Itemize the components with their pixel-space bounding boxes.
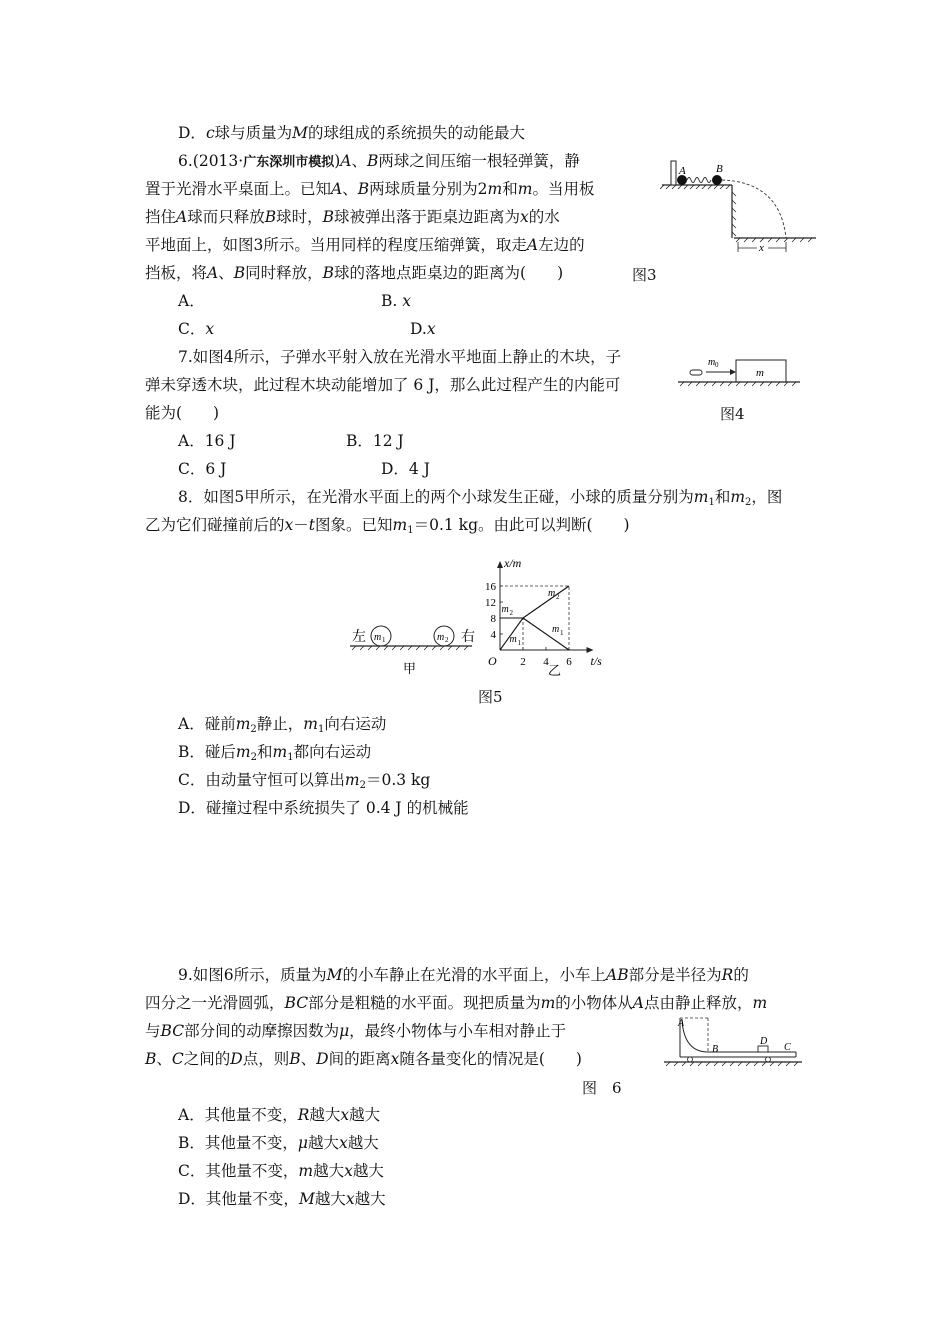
q9-stem-line-1: 9.如图6所示，质量为M的小车静止在光滑的水平面上，小车上AB部分是半径为R的: [178, 966, 749, 984]
label-a: A: [679, 165, 686, 177]
y-axis-label: x/m: [504, 556, 522, 570]
q6-stem-line-3: 挡住A球而只释放B球时，B球被弹出落于距桌边距离为x的水: [145, 208, 560, 226]
ball-m1-label: m: [374, 632, 382, 643]
figure-3-caption: 图3: [632, 266, 657, 284]
label-left: 左: [352, 630, 366, 645]
series-label: m: [552, 624, 560, 635]
y-tick-label: 8: [490, 613, 496, 625]
q7-option-b: B．12 J: [346, 432, 404, 450]
q7-stem-line-1: 7.如图4所示，子弹水平射入放在光滑水平地面上静止的木块，子: [178, 348, 622, 366]
q9-option-c: C．其他量不变，m越大x越大: [178, 1162, 384, 1180]
q7-stem-line-3: 能为( ): [145, 404, 220, 422]
q7-option-d: D．4 J: [381, 460, 430, 478]
series-label-sub: 1: [560, 629, 564, 637]
jia-caption: 甲: [403, 661, 417, 676]
figure-3-spring-table: [660, 158, 825, 258]
series-label-sub: 2: [556, 593, 560, 601]
series-label-sub: 2: [509, 609, 513, 617]
arrow: [730, 369, 736, 375]
figure-6-caption: 图 6: [582, 1079, 622, 1097]
q8-option-b: B．碰后$m_2$和$m_1$都向右运动: [178, 743, 372, 763]
label-m0-sub: 0: [715, 361, 719, 369]
q8-stem-line-1: 8．如图5甲所示，在光滑水平面上的两个小球发生正碰，小球的质量分别为$m_1$和$m_2$，图: [178, 488, 783, 508]
q7-stem-line-2: 弹未穿透木块，此过程木块动能增加了 6 J，那么此过程产生的内能可: [145, 376, 621, 394]
q7-option-a: A．16 J: [178, 432, 236, 450]
label-block-m: m: [756, 367, 764, 379]
q5-option-d: D．c球与质量为M的球组成的系统损失的动能最大: [178, 124, 526, 142]
series-label: m: [509, 634, 517, 645]
q6-option-a: A．: [178, 292, 205, 310]
q9-option-d: D．其他量不变，M越大x越大: [178, 1190, 386, 1208]
x-axis-label: t/s: [590, 654, 602, 668]
ball-b: [712, 175, 722, 185]
q9-stem-line-3: 与BC部分间的动摩擦因数为μ，最终小物体与小车相对静止于: [145, 1022, 567, 1040]
label-d: D: [760, 1036, 768, 1047]
series-label-sub: 1: [517, 639, 521, 647]
label-m0: m: [708, 357, 716, 368]
y-axis-arrow: [497, 561, 503, 568]
q6-stem-line-5: 挡板，将A、B同时释放，B球的落地点距桌边的距离为( ): [145, 264, 564, 282]
figure-4-bullet-block: [676, 352, 806, 396]
q6-stem-line-4: 平地面上，如图3所示。当用同样的程度压缩弹簧，取走A左边的: [145, 236, 585, 254]
origin-label: O: [488, 654, 497, 668]
x-axis-arrow: [587, 647, 594, 653]
wheel-left: [688, 1057, 693, 1062]
label-x: x: [759, 242, 764, 254]
q9-option-b: B．其他量不变，μ越大x越大: [178, 1134, 379, 1152]
figure-4-caption: 图4: [720, 405, 745, 423]
q6-stem-line-2: 置于光滑水平桌面上。已知A、B两球质量分别为2m和m。当用板: [145, 180, 595, 198]
y-tick-label: 12: [485, 597, 496, 609]
figure-6-cart: [660, 1012, 810, 1074]
ball-m2-sub: 2: [445, 636, 449, 644]
label-b: B: [716, 163, 723, 175]
ball-m2-label: m: [437, 632, 445, 643]
q8-stem-line-2: 乙为它们碰撞前后的x－t图象。已知$m_1=0.1$ kg。由此可以判断( ): [145, 516, 630, 536]
q6-option-d: D.x: [410, 320, 436, 338]
series-line-m2-after: [523, 586, 569, 618]
spring: [687, 178, 711, 183]
x-tick-label: 6: [566, 656, 572, 668]
q9-stem-line-4: B、C之间的D点，则B、D间的距离x随各量变化的情况是( ): [145, 1050, 582, 1068]
q8-option-c: C．由动量守恒可以算出$m_2=0.3$ kg: [178, 771, 431, 791]
arc-ab: [682, 1020, 708, 1052]
figure-5-yi-xt-chart: [478, 538, 648, 680]
ball-m1-sub: 1: [382, 636, 386, 644]
q9-option-a: A．其他量不变，R越大x越大: [178, 1106, 381, 1124]
bullet: [690, 370, 702, 375]
x-tick-label: 4: [543, 656, 549, 668]
label-a: A: [678, 1018, 685, 1029]
y-tick-label: 4: [490, 629, 496, 641]
q8-option-d: D．碰撞过程中系统损失了 0.4 J 的机械能: [178, 799, 469, 817]
wheel-right: [766, 1057, 771, 1062]
label-c: C: [784, 1042, 791, 1053]
label-b: B: [712, 1044, 719, 1055]
q6-stem-line-1: 6.(2013·广东深圳市模拟)A、B两球之间压缩一根轻弹簧，静: [178, 152, 580, 170]
figure-5-jia-balls: [348, 615, 483, 680]
series-label: m: [548, 588, 556, 599]
x-tick-label: 2: [520, 656, 526, 668]
q6-option-b: B. x: [381, 292, 412, 310]
yi-caption: 乙: [548, 663, 562, 678]
figure-5-caption: 图5: [478, 688, 503, 706]
q8-option-a: A．碰前$m_2$静止，$m_1$向右运动: [178, 715, 387, 735]
q6-option-c: C．x: [178, 320, 215, 338]
q9-stem-line-2: 四分之一光滑圆弧，BC部分是粗糙的水平面。现把质量为m的小物体从A点由静止释放，m: [145, 994, 768, 1012]
series-label: m: [501, 604, 509, 615]
q7-option-c: C．6 J: [178, 460, 227, 478]
label-right: 右: [461, 630, 475, 645]
y-tick-label: 16: [485, 581, 496, 593]
